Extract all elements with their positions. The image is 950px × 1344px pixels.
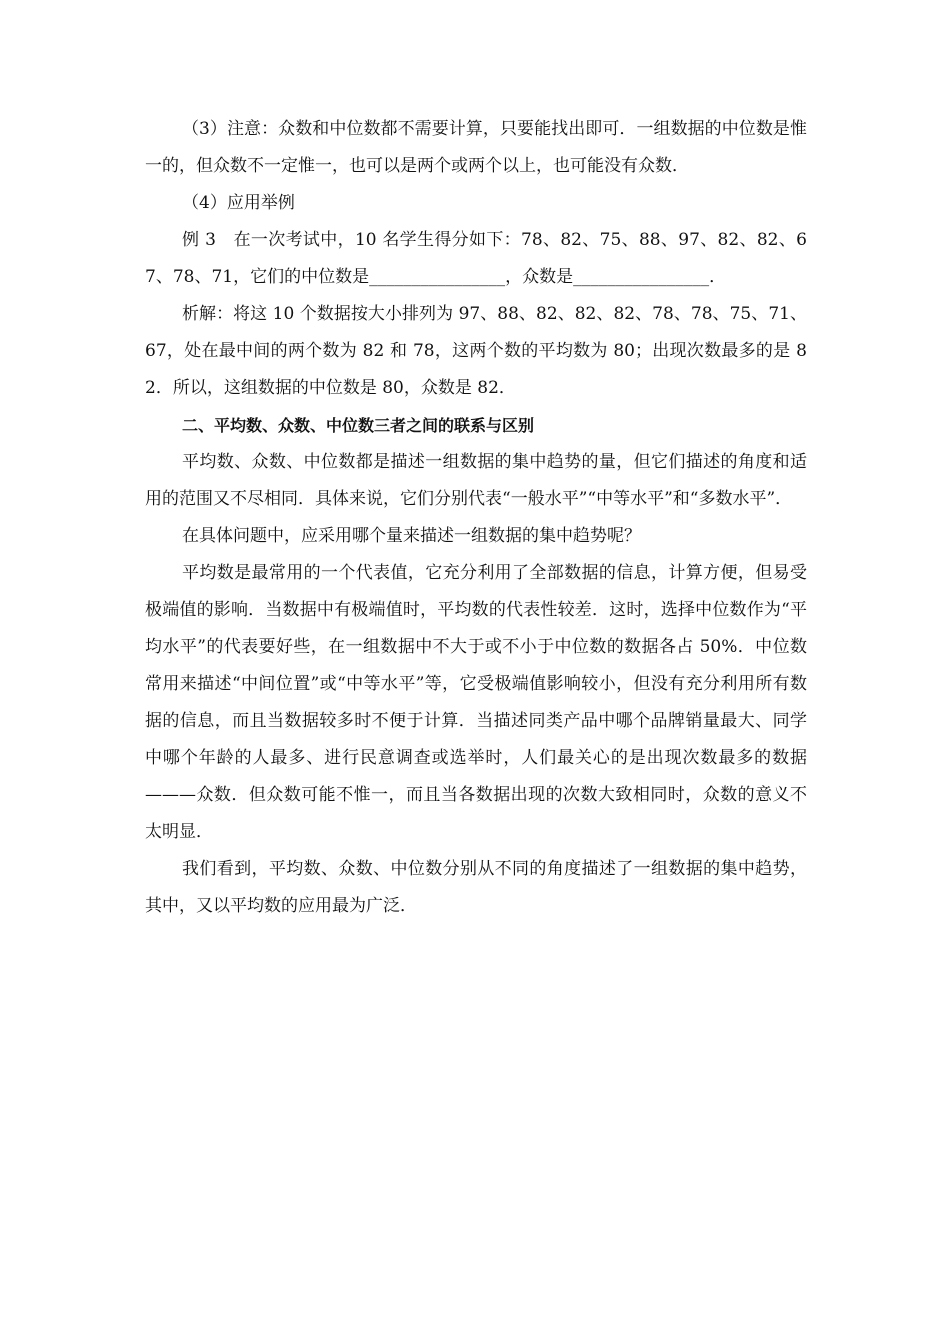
note-3-paragraph: （3）注意：众数和中位数都不需要计算，只要能找出即可．一组数据的中位数是惟一的，但众数不一定惟一，也可以是两个或两个以上，也可能没有众数． xyxy=(145,119,807,176)
document-page xyxy=(145,111,807,925)
application-example-title: （4）应用举例 xyxy=(182,193,295,213)
example-3-paragraph: 例 3 在一次考试中，10 名学生得分如下：78、82、75、88、97、82、82、67、78、71，它们的中位数是________________，众数是________________． xyxy=(145,230,807,287)
comparison-paragraph-4: 我们看到，平均数、众数、中位数分别从不同的角度描述了一组数据的集中趋势，其中，又以平均数的应用最为广泛． xyxy=(145,859,807,916)
comparison-paragraph-1: 平均数、众数、中位数都是描述一组数据的集中趋势的量，但它们描述的角度和适用的范围又不尽相同．具体来说，它们分别代表“一般水平”“中等水平”和“多数水平”． xyxy=(145,452,807,509)
comparison-paragraph-2: 在具体问题中，应采用哪个量来描述一组数据的集中趋势呢？ xyxy=(182,526,641,546)
section-2-heading: 二、平均数、众数、中位数三者之间的联系与区别 xyxy=(182,416,535,435)
comparison-paragraph-3: 平均数是最常用的一个代表值，它充分利用了全部数据的信息，计算方便，但易受极端值的影响．当数据中有极端值时，平均数的代表性较差．这时，选择中位数作为“平均水平”的代表要好些，在一组数据中不大于或不小于中位数的数据各占 50%．中位数常用来描述“中间位置”或“中等水平”等，它受极端值影响较小，但没有充分利用所有数据的信息，而且当数据较多时不便于计算．当描述同类产品中哪个品牌销量最大、同学中哪个年龄的人最多、进行民意调查或选举时，人们最关心的是出现次数最多的数据———众数．但众数可能不惟一，而且当各数据出现的次数大致相同时，众数的意义不太明显． xyxy=(145,563,807,842)
analysis-paragraph: 析解：将这 10 个数据按大小排列为 97、88、82、82、82、78、78、75、71、67，处在最中间的两个数为 82 和 78，这两个数的平均数为 80；出现次数最多的是 82．所以，这组数据的中位数是 80，众数是 82． xyxy=(145,304,807,398)
